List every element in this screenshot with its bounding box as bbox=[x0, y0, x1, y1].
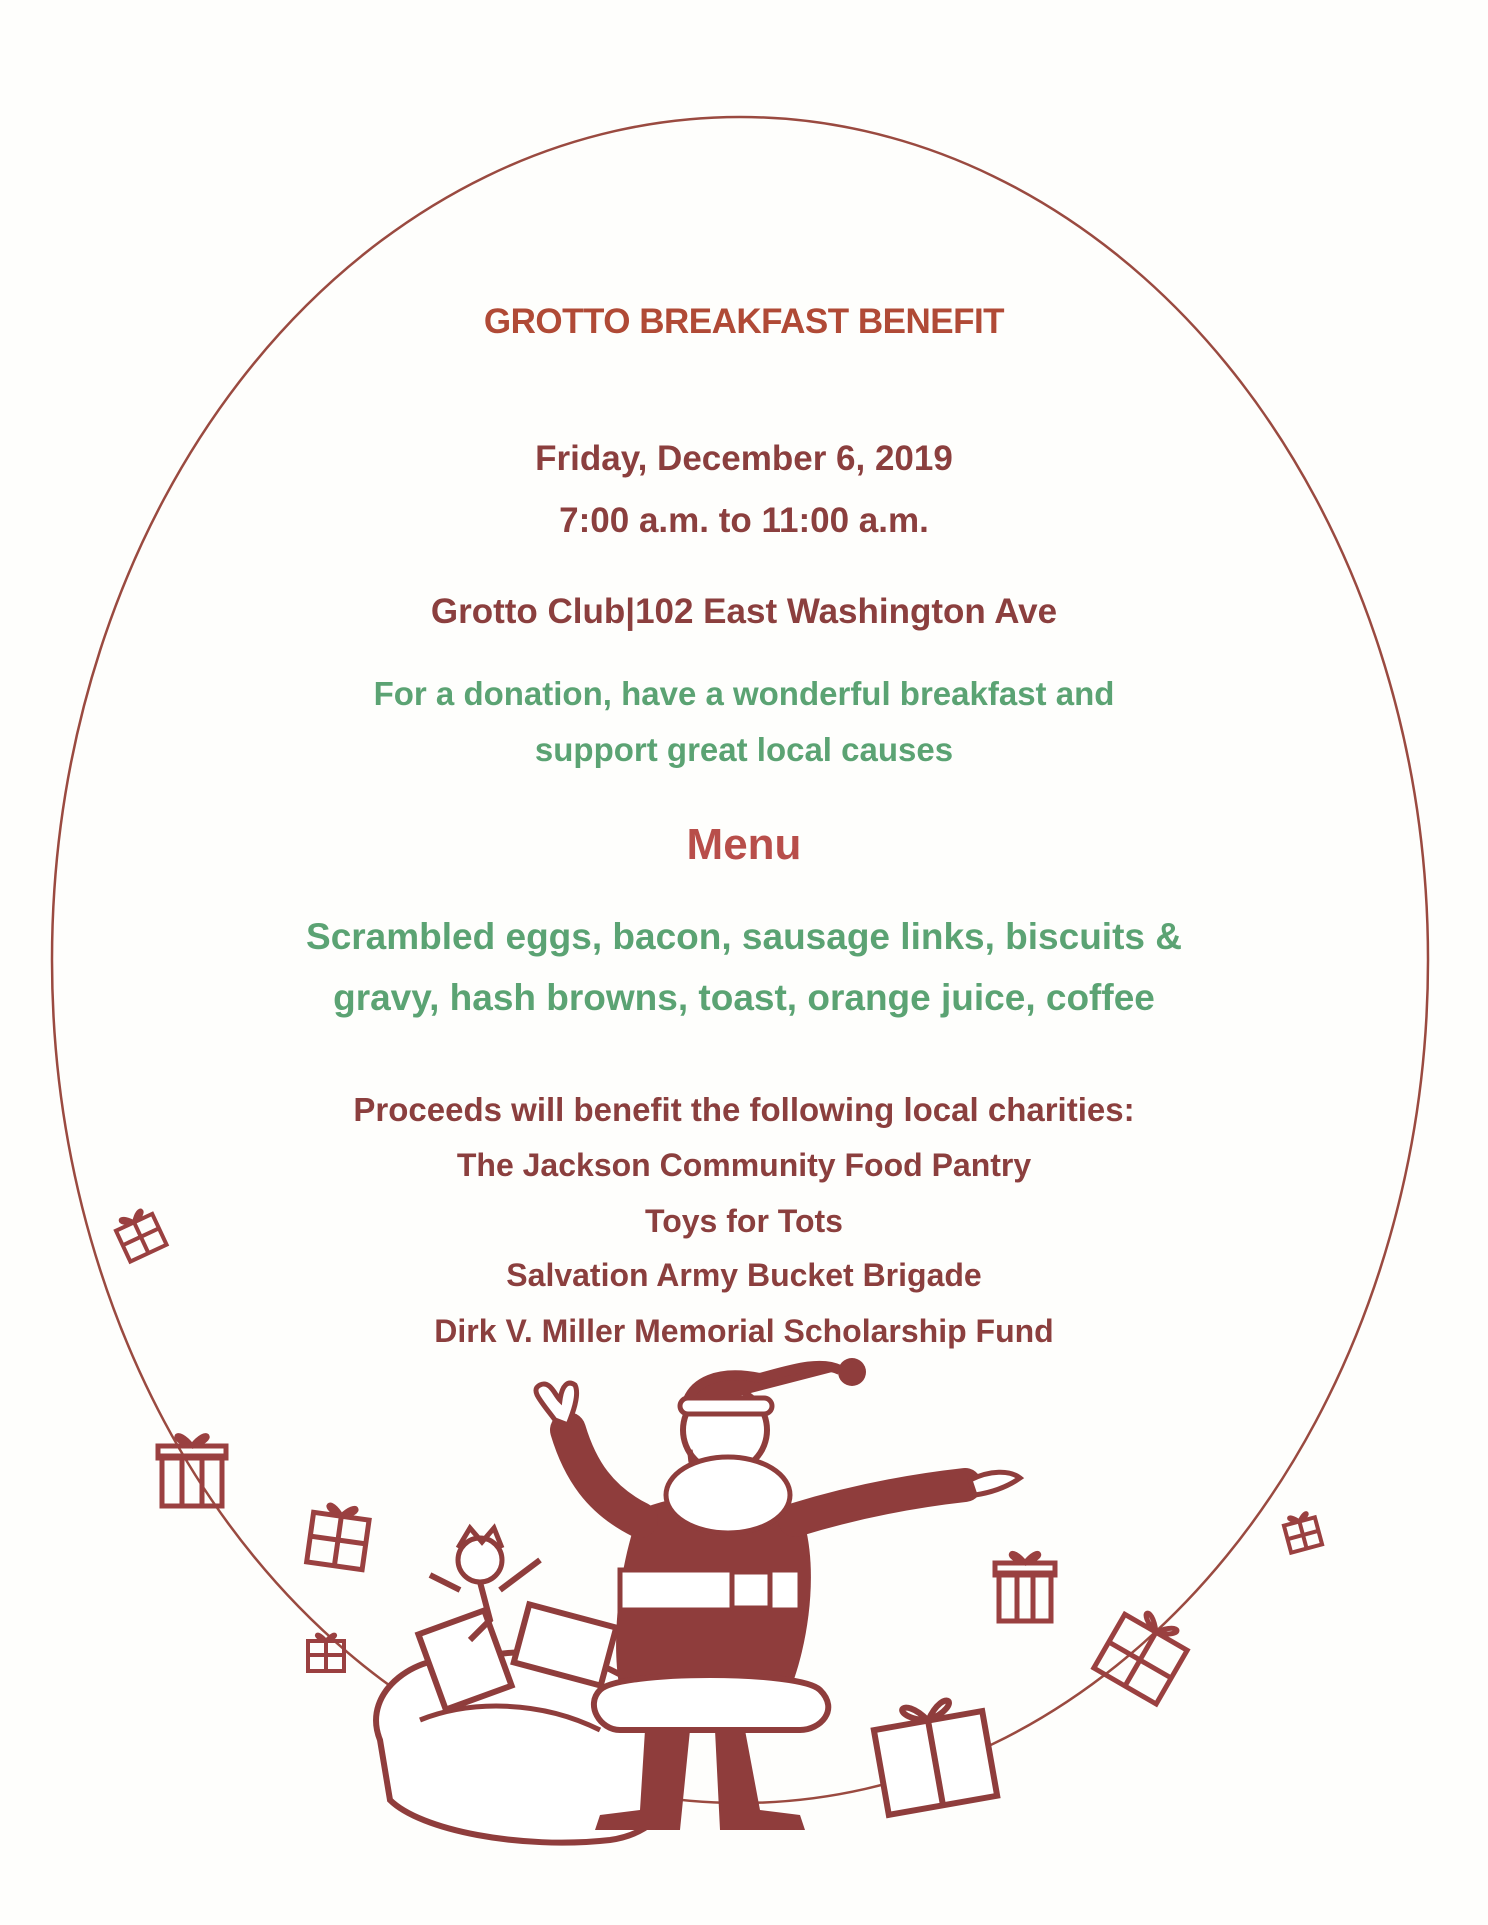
santa-claus-illustration bbox=[376, 1358, 1020, 1843]
event-time: 7:00 a.m. to 11:00 a.m. bbox=[559, 501, 929, 540]
menu-items-line-2: gravy, hash browns, toast, orange juice, coffee bbox=[333, 977, 1155, 1018]
charity-item: Toys for Tots bbox=[645, 1203, 843, 1239]
gift-box-icon bbox=[1282, 1511, 1322, 1552]
menu-heading: Menu bbox=[686, 820, 802, 869]
charity-item: The Jackson Community Food Pantry bbox=[456, 1147, 1032, 1183]
gift-box-icon bbox=[308, 1635, 344, 1671]
proceeds-heading: Proceeds will benefit the following local charities: bbox=[353, 1091, 1135, 1128]
charity-item: Salvation Army Bucket Brigade bbox=[506, 1257, 982, 1293]
donation-text-line-1: For a donation, have a wonderful breakfast and bbox=[373, 675, 1115, 712]
donation-text-line-2: support great local causes bbox=[534, 731, 954, 768]
menu-items-line-1: Scrambled eggs, bacon, sausage links, biscuits & bbox=[306, 916, 1182, 957]
event-date: Friday, December 6, 2019 bbox=[535, 439, 953, 478]
gift-box-icon bbox=[1094, 1603, 1194, 1704]
charity-item: Dirk V. Miller Memorial Scholarship Fund bbox=[434, 1313, 1054, 1349]
event-title: GROTTO BREAKFAST BENEFIT bbox=[483, 302, 1005, 341]
event-location: Grotto Club|102 East Washington Ave bbox=[430, 592, 1058, 631]
gift-box-icon bbox=[307, 1503, 371, 1570]
gift-box-icon bbox=[995, 1553, 1055, 1621]
